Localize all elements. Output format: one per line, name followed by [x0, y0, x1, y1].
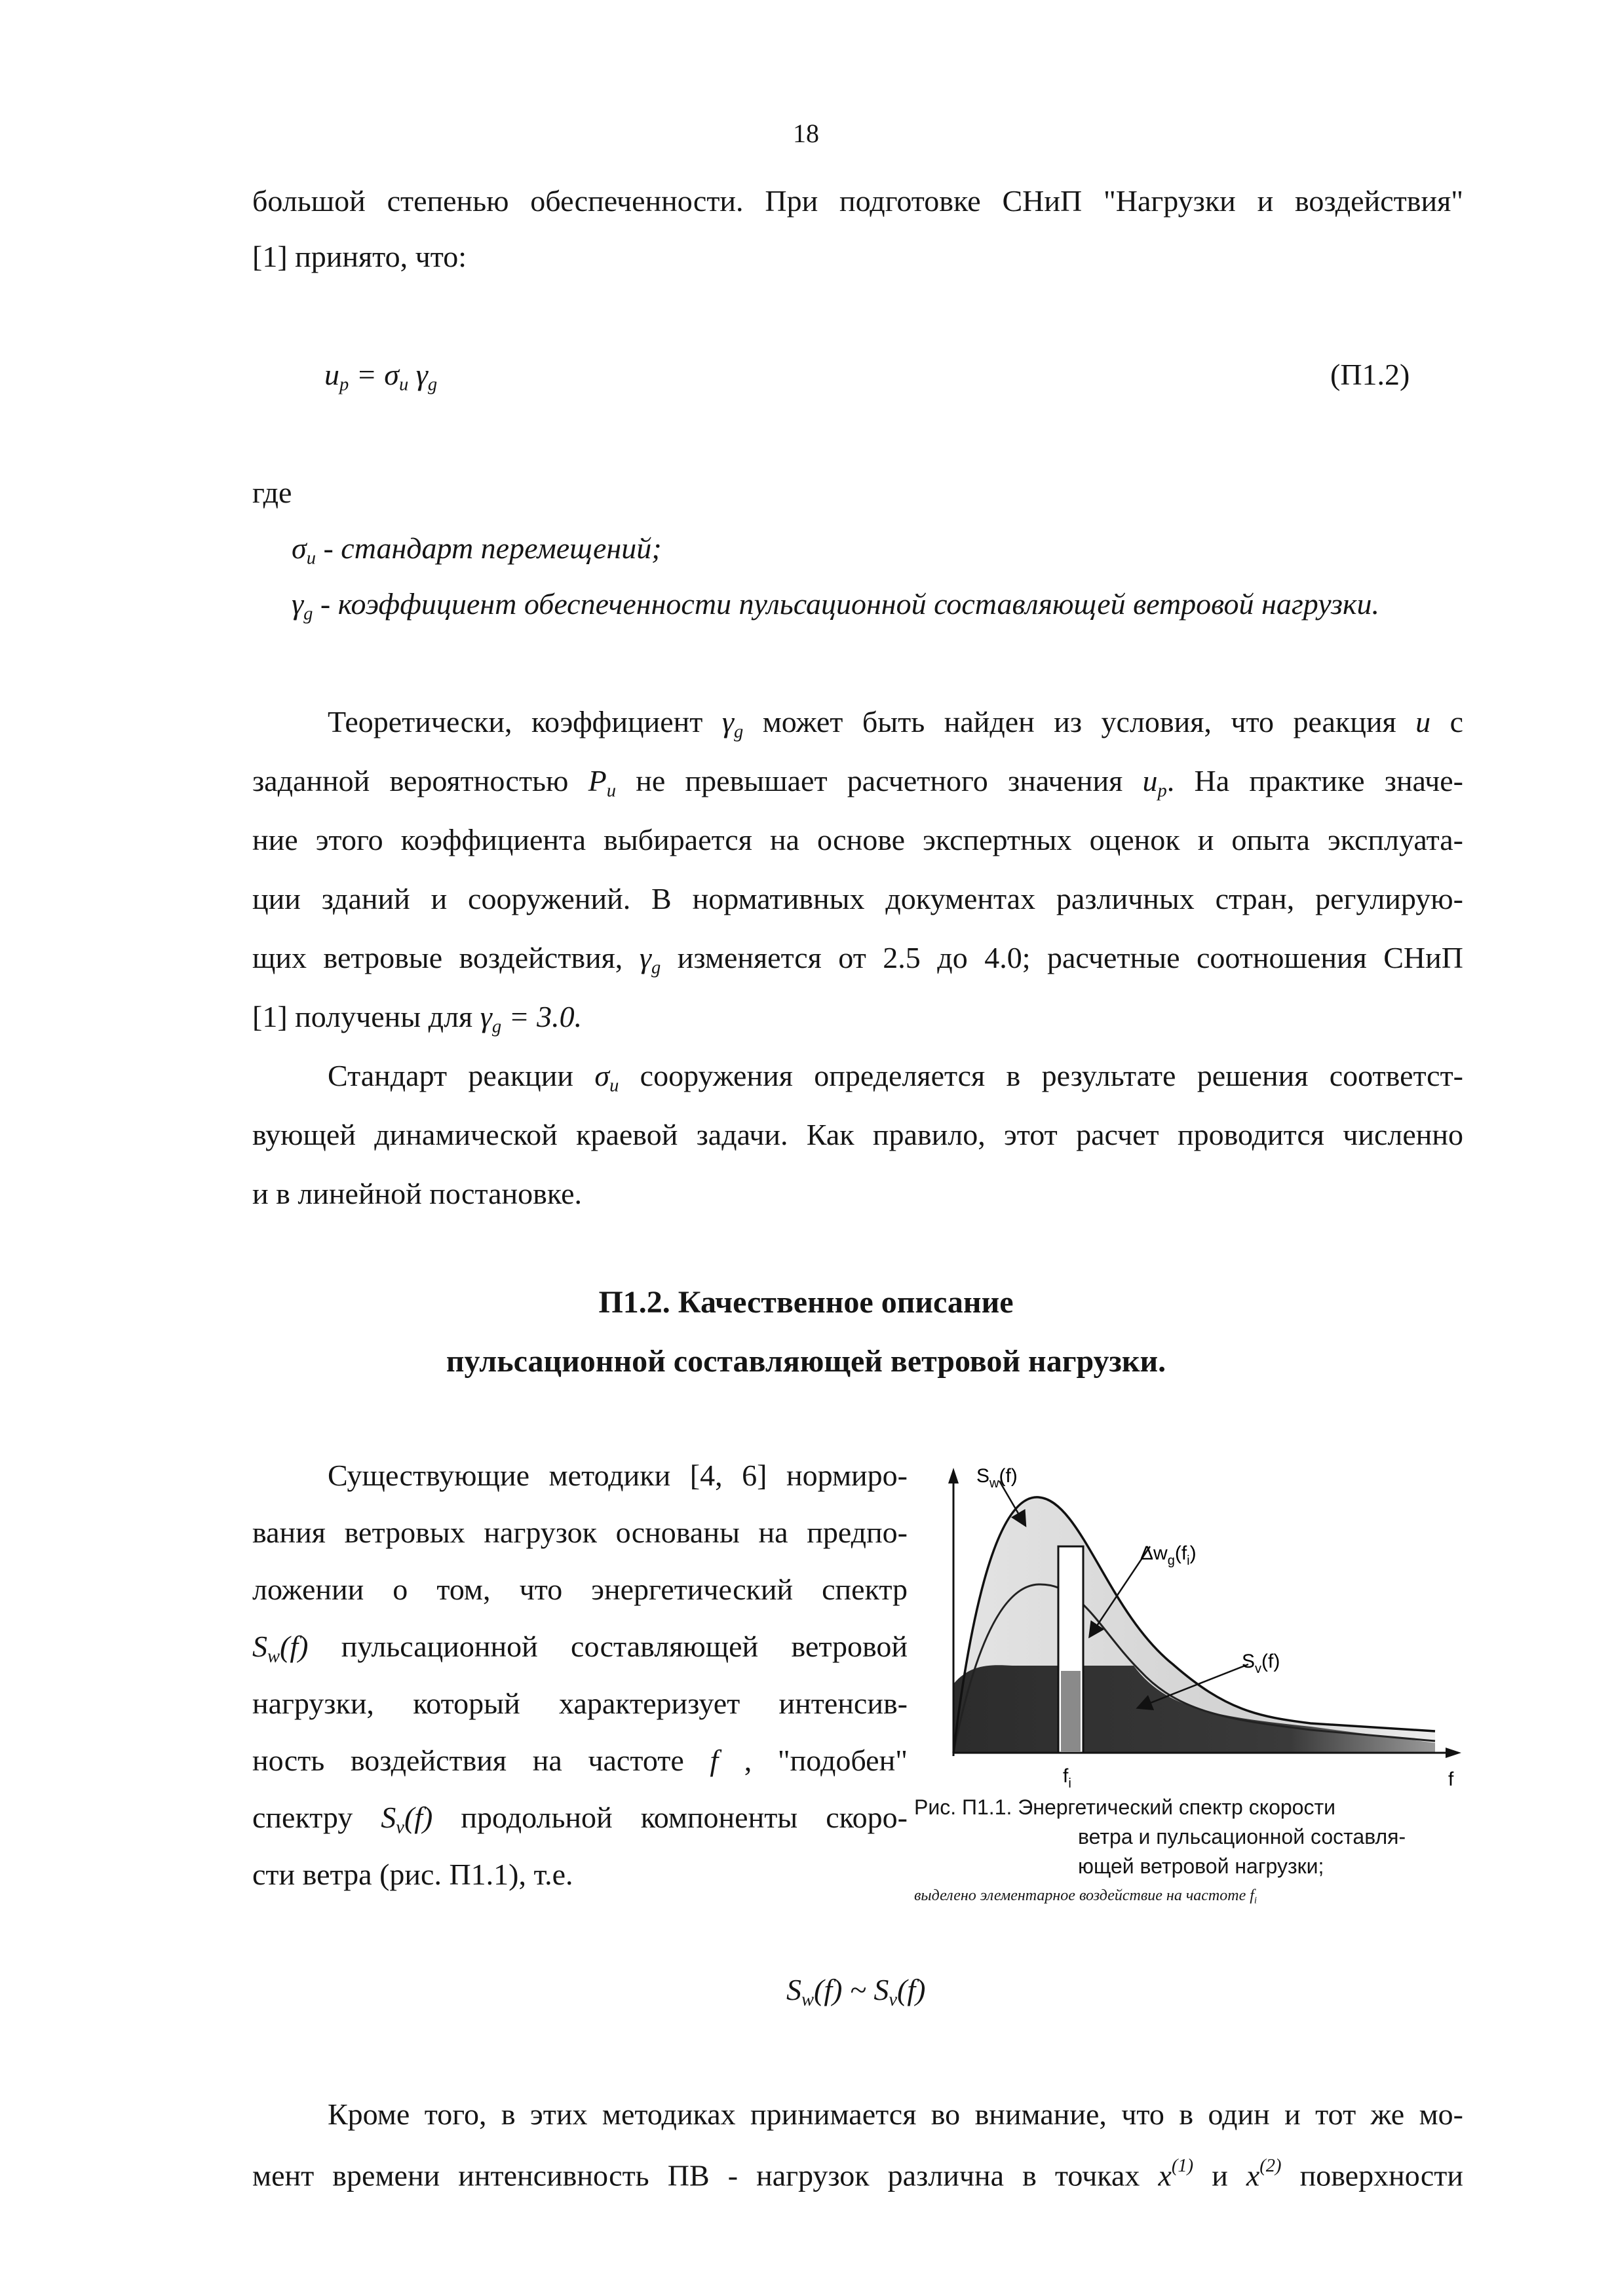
spectrum-figure [917, 1455, 1468, 1822]
para4-line7 [252, 1800, 908, 1839]
page-number: 18 [793, 119, 819, 148]
p2-text: не превышает расчетного значения [616, 764, 1143, 797]
para3-line2: вующей динамической краевой задачи. Как правило, этот расчет проводится численно [252, 1118, 1463, 1151]
caption-line2: ветра и пульсационной составля- [1078, 1825, 1406, 1848]
p4-f: f [710, 1744, 719, 1777]
p2-text: . На практике значе- [1166, 764, 1464, 797]
para4-line3: ложении о том, что энергетический спектр [252, 1573, 908, 1606]
p2-P-sub: u [606, 780, 617, 801]
para3-line3: и в линейной постановке. [252, 1177, 583, 1210]
p4-S: S [381, 1801, 396, 1834]
equation-similarity [786, 1972, 925, 2011]
p2-gamma: γ [480, 1000, 492, 1033]
p2-u: u [1142, 764, 1158, 797]
p2-gamma-sub: g [733, 721, 744, 742]
sv-spectrum-area [953, 1665, 1435, 1753]
p2-gamma: γ [639, 941, 651, 974]
caption-line4-text: выделено элементарное воздействие на частоте f [914, 1887, 1254, 1904]
section-title-line2: пульсационной составляющей ветровой нагрузки. [446, 1344, 1166, 1379]
para2-line5 [252, 940, 1463, 979]
p4-text: спектру [252, 1801, 381, 1834]
caption-line4-sub: i [1254, 1895, 1257, 1906]
para4-line1: Существующие методики [4, 6] нормиро- [328, 1459, 908, 1492]
p2-gamma-sub: g [491, 1016, 502, 1037]
equation-number: (П1.2) [1330, 358, 1410, 391]
p4-f: (f) [280, 1630, 309, 1663]
p3-sigma: σ [594, 1059, 610, 1092]
para5-line1: Кроме того, в этих методиках принимается во внимание, что в один и тот же мо- [328, 2097, 1463, 2131]
p4-f: (f) [404, 1801, 433, 1834]
def-gamma-sub: g [303, 603, 313, 624]
eq-gamma-sub: g [427, 374, 438, 395]
definition-gamma [292, 586, 1379, 625]
para4-line6 [252, 1743, 908, 1778]
label-dw: $\Delta w_g(f_i)$ [1140, 1542, 1197, 1568]
equation-p1-2 [324, 357, 437, 396]
label-f: f [1448, 1769, 1454, 1790]
para1-line1: большой степенью обеспеченности. При подготовке СНиП "Нагрузки и воздействия" [252, 184, 1463, 218]
p2-text: изменяется от 2.5 до 4.0; расчетные соотношения СНиП [661, 941, 1463, 974]
p4-text: продольной компоненты скоро- [432, 1801, 908, 1834]
p5-x-sup: (1) [1171, 2156, 1194, 2176]
def-gamma-symbol: γ [292, 587, 304, 621]
eq-sigma-sub: u [399, 374, 409, 395]
para2-line3: ние этого коэффициента выбирается на основе экспертных оценок и опыта эксплуата- [252, 823, 1463, 856]
para4-line8: сти ветра (рис. П1.1), т.е. [252, 1858, 573, 1891]
p4-text: , "подобен" [718, 1744, 908, 1777]
p2-u-sub: p [1157, 780, 1167, 801]
p2-gamma-sub: g [651, 957, 661, 978]
label-sw: $S_w(f)$ [976, 1465, 1018, 1491]
p4-S-sub: w [267, 1646, 280, 1667]
para5-line2 [252, 2156, 1463, 2192]
p4-S-sub: v [396, 1817, 404, 1838]
para3-line1 [328, 1058, 1463, 1097]
caption-line1: Рис. П1.1. Энергетический спектр скорости [914, 1795, 1335, 1819]
p5-x: x [1246, 2158, 1260, 2192]
eq-sigma: = σ [349, 358, 399, 391]
p2-text: Теоретически, коэффициент [328, 705, 722, 738]
label-fi: $f_i$ [1063, 1765, 1071, 1791]
eq2-f: (f) ~ [814, 1973, 874, 2006]
p2-text: заданной вероятностью [252, 764, 588, 797]
p2-gamma: γ [721, 705, 734, 738]
para4-line5: нагрузки, который характеризует интенсив- [252, 1687, 908, 1720]
p5-text: мент времени интенсивность ПВ - нагрузок различна в точках [252, 2158, 1159, 2192]
p2-u: u [1415, 705, 1431, 738]
eq2-f: (f) [897, 1973, 926, 2006]
p5-x-sup: (2) [1259, 2156, 1282, 2176]
p5-x: x [1158, 2158, 1172, 2192]
eq-u: u [324, 358, 339, 391]
section-title-line1: П1.2. Качественное описание [598, 1285, 1014, 1320]
p4-text: ность воздействия на частоте [252, 1744, 710, 1777]
def-sigma-symbol: σ [292, 531, 307, 565]
p2-text: [1] получены для [252, 1000, 480, 1033]
para2-line1 [328, 704, 1463, 743]
p2-text: может быть найден из условия, что реакция [743, 705, 1416, 738]
p2-text: щих ветровые воздействия, [252, 941, 640, 974]
p2-value: = 3.0. [501, 1000, 583, 1033]
p4-S: S [252, 1630, 267, 1663]
x-axis-arrow [1446, 1748, 1461, 1758]
p3-text: сооружения определяется в результате решения соответст- [619, 1059, 1463, 1092]
p5-text: поверхности [1281, 2158, 1463, 2192]
eq2-S: S [786, 1973, 801, 2006]
p5-text: и [1193, 2158, 1246, 2192]
eq-gamma: γ [408, 358, 428, 391]
para2-line4: ции зданий и сооружений. В нормативных документах различных стран, регулирую- [252, 882, 1463, 915]
p3-text: Стандарт реакции [328, 1059, 595, 1092]
elementary-strip-fill [1061, 1671, 1081, 1751]
p2-P: P [588, 764, 607, 797]
y-axis-arrow [948, 1468, 959, 1483]
p4-text: пульсационной составляющей ветровой [308, 1630, 908, 1663]
caption-line4 [914, 1887, 1257, 1906]
eq2-S: S [873, 1973, 889, 2006]
def-gamma-text: - коэффициент обеспеченности пульсационной составляющей ветровой нагрузки. [313, 587, 1379, 621]
para4-line2: вания ветровых нагрузок основаны на предпо- [252, 1516, 908, 1549]
definition-sigma [292, 531, 662, 569]
p3-sigma-sub: u [609, 1075, 619, 1096]
def-sigma-text: - стандарт перемещений; [315, 531, 662, 565]
p2-text: с [1430, 705, 1463, 738]
label-sv: $S_v(f)$ [1242, 1651, 1280, 1676]
where-label: где [252, 476, 292, 509]
para1-line2: [1] принято, что: [252, 240, 467, 273]
para2-line6 [252, 999, 1463, 1038]
para2-line2 [252, 763, 1463, 802]
caption-line3: ющей ветровой нагрузки; [1078, 1854, 1324, 1878]
eq2-S-sub: w [801, 1989, 815, 2010]
eq2-S-sub: v [889, 1989, 898, 2010]
def-sigma-sub: u [306, 548, 316, 569]
eq-u-sub: p [339, 374, 349, 395]
para4-line4 [252, 1629, 908, 1668]
